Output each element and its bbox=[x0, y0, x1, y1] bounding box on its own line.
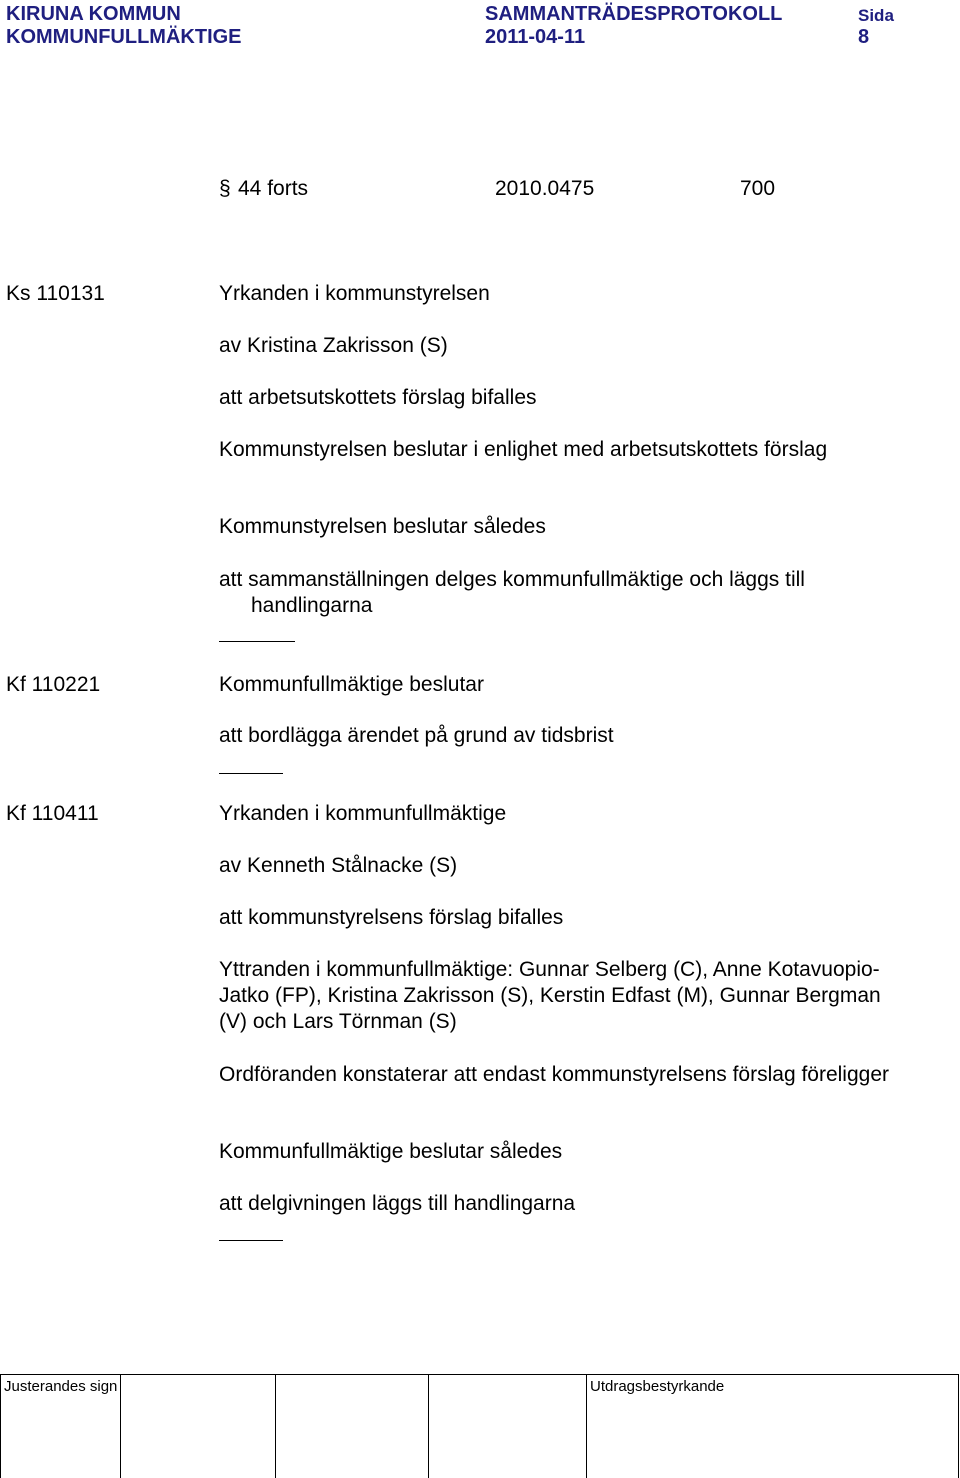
meeting-date: 2011-04-11 bbox=[485, 26, 586, 48]
page-number: 8 bbox=[858, 26, 870, 48]
ks-line: Kommunstyrelsen beslutar således bbox=[219, 515, 546, 538]
kf2-line: av Kenneth Stålnacke (S) bbox=[219, 854, 458, 877]
kf2-line: Yrkanden i kommunfullmäktige bbox=[219, 802, 507, 825]
kf2-line: Jatko (FP), Kristina Zakrisson (S), Kerstin Edfast (M), Gunnar Bergman bbox=[219, 984, 881, 1007]
diarie-number: 2010.0475 bbox=[495, 177, 595, 200]
footer-divider bbox=[586, 1374, 587, 1478]
footer-divider bbox=[0, 1374, 1, 1478]
footer-top-border bbox=[0, 1374, 958, 1375]
ks-line: av Kristina Zakrisson (S) bbox=[219, 334, 448, 357]
ks-line: att sammanställningen delges kommunfullmäktige och läggs till bbox=[219, 568, 805, 591]
signers-label: Justerandes sign bbox=[4, 1378, 118, 1395]
footer-divider bbox=[120, 1374, 121, 1478]
ks-line: att arbetsutskottets förslag bifalles bbox=[219, 386, 537, 409]
kf2-line: Ordföranden konstaterar att endast kommunstyrelsens förslag föreligger bbox=[219, 1063, 890, 1086]
ks-line: Kommunstyrelsen beslutar i enlighet med arbetsutskottets förslag bbox=[219, 438, 828, 461]
kf1-line: att bordlägga ärendet på grund av tidsbrist bbox=[219, 724, 614, 747]
meeting-ref-kf-1: Kf 110221 bbox=[6, 673, 101, 696]
separator-line bbox=[219, 1240, 283, 1241]
kf2-line: Kommunfullmäktige beslutar således bbox=[219, 1140, 563, 1163]
meeting-ref-kf-2: Kf 110411 bbox=[6, 802, 99, 825]
kf2-line: Yttranden i kommunfullmäktige: Gunnar Selberg (C), Anne Kotavuopio- bbox=[219, 958, 880, 981]
section-number: 44 forts bbox=[238, 177, 309, 200]
municipality-name: KIRUNA KOMMUN bbox=[6, 3, 181, 25]
ks-line: handlingarna bbox=[251, 594, 373, 617]
footer-divider bbox=[275, 1374, 276, 1478]
document-type: SAMMANTRÄDESPROTOKOLL bbox=[485, 3, 783, 25]
separator-line bbox=[219, 641, 295, 642]
page-label: Sida bbox=[858, 6, 894, 25]
ks-line: Yrkanden i kommunstyrelsen bbox=[219, 282, 490, 305]
archive-code: 700 bbox=[740, 177, 776, 200]
kf2-line: att kommunstyrelsens förslag bifalles bbox=[219, 906, 564, 929]
kf2-line: (V) och Lars Törnman (S) bbox=[219, 1010, 457, 1033]
kf2-line: att delgivningen läggs till handlingarna bbox=[219, 1192, 576, 1215]
footer-divider bbox=[428, 1374, 429, 1478]
meeting-ref-ks: Ks 110131 bbox=[6, 282, 105, 305]
extract-label: Utdragsbestyrkande bbox=[590, 1378, 725, 1395]
footer-divider bbox=[958, 1374, 959, 1478]
separator-line bbox=[219, 773, 283, 774]
section-symbol: § bbox=[219, 177, 231, 200]
council-name: KOMMUNFULLMÄKTIGE bbox=[6, 26, 242, 48]
kf1-line: Kommunfullmäktige beslutar bbox=[219, 673, 484, 696]
